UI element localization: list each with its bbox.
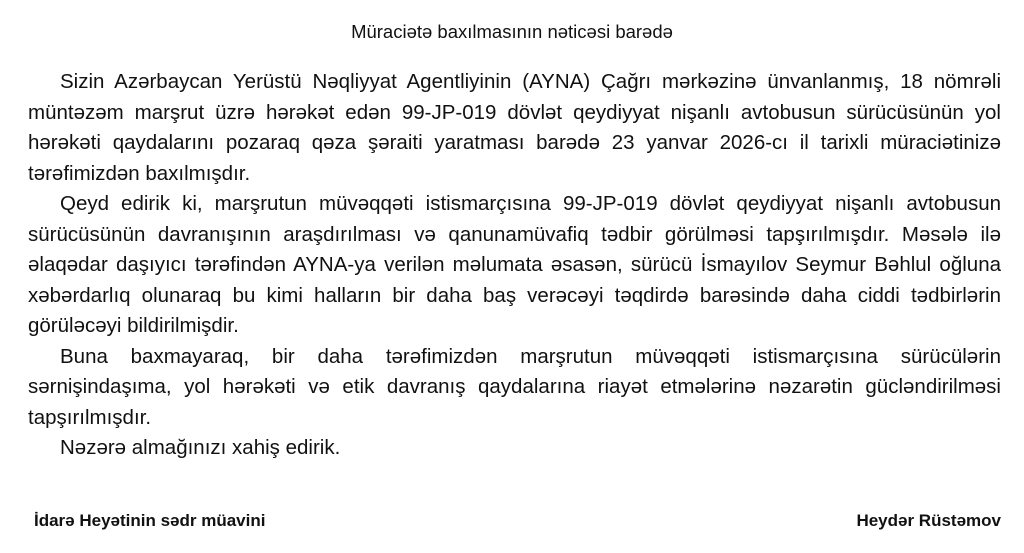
paragraph-closing-request: Nəzərə almağınızı xahiş edirik. [60,436,341,459]
signature-block [28,511,1001,537]
signatory-name: Heydər Rüstəmov [856,511,1001,530]
letter-title: Müraciətə baxılmasının nəticəsi barədə [351,21,673,42]
signatory-position: İdarə Heyətinin sədr müavini [34,511,266,530]
paragraph-investigation-result: Qeyd edirik ki, marşrutun müvəqqəti istismarçısına 99-JP-019 dövlət qeydiyyat nişanlı avtobusun sürücüsünün davranışının araşdırılması və qanunamüvafiq tədbir görülməsi tapşırılmışdır. Məsələ ilə əlaqədar daşıyıcı tərəfindən AYNA-ya verilən məlumata əsasən, sürücü İsmayılov Seymur Bəhlul oğluna xəbərdarlıq olunaraq bu kimi halların bir daha baş verəcəyi təqdirdə barəsində daha ciddi tədbirlərin görüləcəyi bildirilmişdir. [28,192,1001,337]
paragraph-appeal-receipt: Sizin Azərbaycan Yerüstü Nəqliyyat Agentliyinin (AYNA) Çağrı mərkəzinə ünvanlanmış, 18 nömrəli müntəzəm marşrut üzrə hərəkət edən 99-JP-019 dövlət qeydiyyat nişanlı avtobusun sürücüsünün yol hərəkəti qaydalarını pozaraq qəza şəraiti yaratması barədə 23 yanvar 2026-cı il tarixli müraciətinizə tərəfimizdən baxılmışdır. [28,70,1001,185]
letter-body [28,67,1001,464]
paragraph-additional-instruction: Buna baxmayaraq, bir daha tərəfimizdən marşrutun müvəqqəti istismarçısına sürücülərin sərnişindaşıma, yol hərəkəti və etik davranış qaydalarına riayət etmələrinə nəzarətin gücləndirilməsi tapşırılmışdır. [28,344,1001,429]
